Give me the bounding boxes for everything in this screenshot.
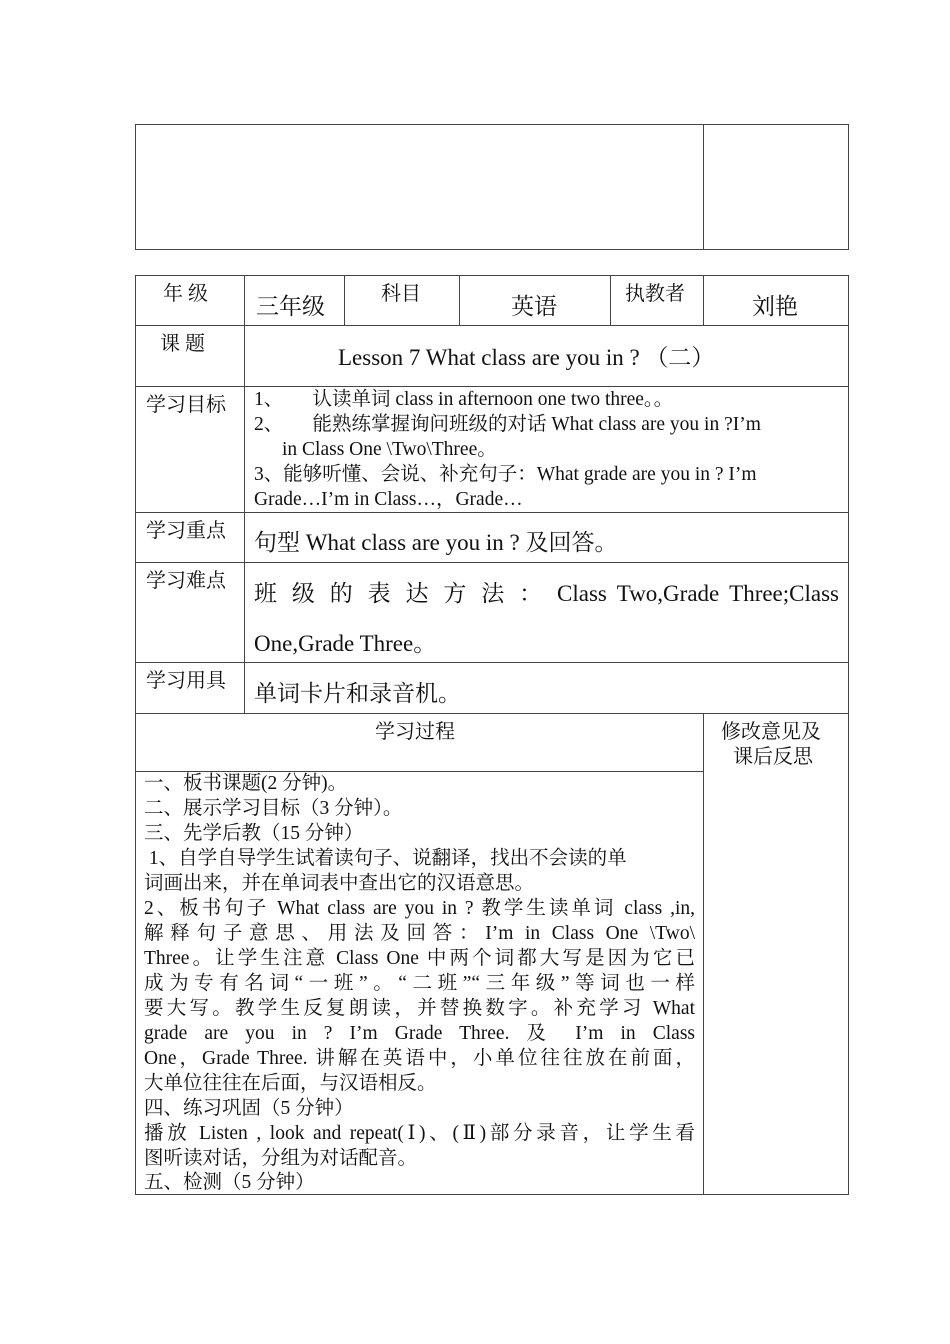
difficulties-line: One,Grade Three。 xyxy=(254,631,437,656)
row-divider xyxy=(135,325,849,326)
info-column-divider xyxy=(344,275,345,325)
process-line: 2、板书句子 What class are you in ? 教学生读单词 class ,in, xyxy=(144,898,695,919)
revision-label: 课后反思 xyxy=(733,746,813,768)
teacher-value: 刘艳 xyxy=(752,294,798,319)
difficulties-label: 学习难点 xyxy=(146,570,226,592)
subject-label: 科目 xyxy=(381,283,421,305)
info-column-divider xyxy=(459,275,460,325)
row-divider xyxy=(135,386,849,387)
goal-line: 2、 能熟练掌握询问班级的对话 What class are you in ?I’m xyxy=(254,414,761,435)
teacher-label: 执教者 xyxy=(625,283,685,305)
revision-column-divider xyxy=(703,713,704,1195)
revision-label: 修改意见及 xyxy=(721,721,821,743)
topic-value: Lesson 7 What class are you in ? （二） xyxy=(338,345,715,370)
info-column-divider xyxy=(703,275,704,325)
process-line: 一、板书课题(2 分钟)。 xyxy=(144,773,348,794)
process-line: 图听读对话，分组为对话配音。 xyxy=(144,1148,418,1169)
info-column-divider xyxy=(610,275,611,325)
row-divider xyxy=(135,662,849,663)
label-column-divider xyxy=(244,275,245,713)
grade-value: 三年级 xyxy=(256,294,325,319)
subject-value: 英语 xyxy=(511,294,557,319)
tools-value: 单词卡片和录音机。 xyxy=(254,681,461,706)
goal-line: 1、 认读单词 class in afternoon one two three。。 xyxy=(254,389,674,410)
process-line: One，Grade Three. 讲解在英语中，小单位往往放在前面， xyxy=(144,1048,695,1069)
process-line: 大单位往往在后面，与汉语相反。 xyxy=(144,1073,437,1094)
process-line: 五、检测（5 分钟） xyxy=(144,1172,315,1193)
difficulties-line: 班 级 的 表 达 方 法 ： Class Two,Grade Three;Class xyxy=(254,581,839,606)
header-table-divider xyxy=(703,124,704,250)
process-line: 1、自学自导学生试着读句子、说翻译，找出不会读的单 xyxy=(144,848,627,869)
grade-label: 年 级 xyxy=(163,283,208,305)
process-line: 四、练习巩固（5 分钟） xyxy=(144,1098,354,1119)
process-label: 学习过程 xyxy=(375,721,455,743)
goal-line: in Class One \Two\Three。 xyxy=(282,439,497,460)
process-line: Three。让学生注意 Class One 中两个词都大写是因为它已 xyxy=(144,948,695,969)
process-line: 解释句子意思、用法及回答：I’m in Class One \Two\ xyxy=(144,923,695,944)
row-divider xyxy=(135,562,849,563)
process-line: 要大写。教学生反复朗读，并替换数字。补充学习 What xyxy=(144,998,695,1019)
tools-label: 学习用具 xyxy=(146,670,226,692)
header-table xyxy=(135,124,849,250)
process-line: 三、先学后教（15 分钟） xyxy=(144,823,364,844)
process-line: 词画出来，并在单词表中查出它的汉语意思。 xyxy=(144,873,535,894)
goal-line: 3、能够听懂、会说、补充句子：What grade are you in ? I’m xyxy=(254,464,757,485)
topic-label: 课 题 xyxy=(160,333,205,355)
process-line: 成为专有名词“一班”。“二班”“三年级”等词也一样 xyxy=(144,973,695,994)
key-points-value: 句型 What class are you in ? 及回答。 xyxy=(254,530,618,555)
key-points-label: 学习重点 xyxy=(146,520,226,542)
process-line: 二、展示学习目标（3 分钟）。 xyxy=(144,798,403,819)
process-line: grade are you in ? I’m Grade Three. 及 I’m in Class xyxy=(144,1023,695,1044)
goal-line: Grade…I’m in Class…，Grade… xyxy=(254,489,523,510)
goals-label: 学习目标 xyxy=(146,394,226,416)
process-line: 播放 Listen , look and repeat(Ⅰ)、(Ⅱ)部分录音，让学生看 xyxy=(144,1123,695,1144)
row-divider xyxy=(135,713,849,714)
